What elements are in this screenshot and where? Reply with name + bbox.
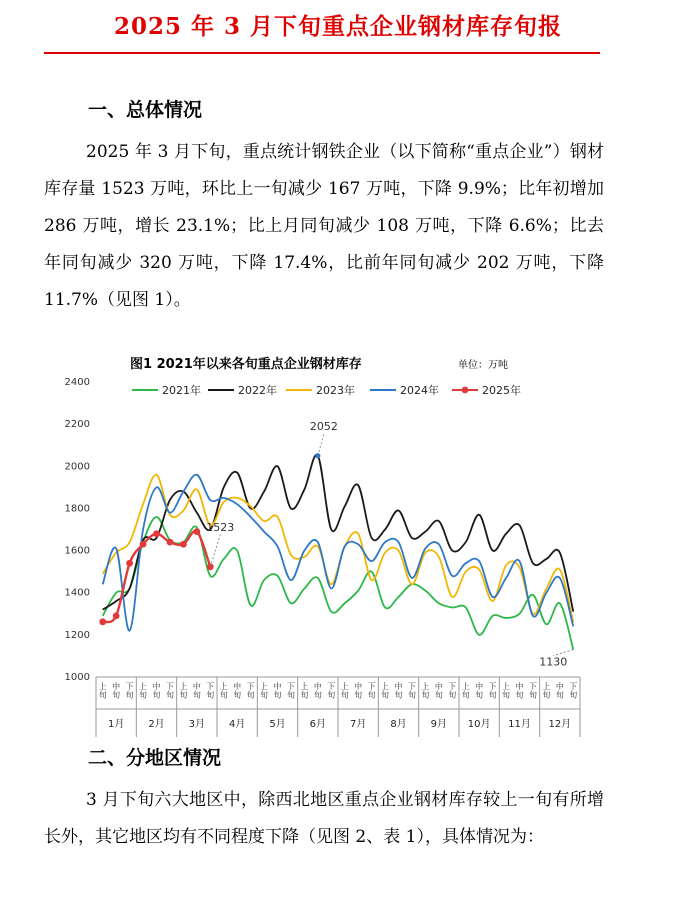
chart-legend <box>132 383 521 397</box>
section1-heading: 一、总体情况 <box>88 99 203 121</box>
series-point-2025年 <box>99 618 106 625</box>
chart-title: 图1 2021年以来各旬重点企业钢材库存 <box>130 357 362 372</box>
annotation-leader <box>210 535 220 567</box>
x-tick-label: 上旬 <box>502 682 511 700</box>
x-tick-label: 中旬 <box>515 682 524 700</box>
series-line-2025年 <box>103 531 211 622</box>
chart-plot-area <box>99 455 573 650</box>
annotation-label: 1130 <box>539 655 568 669</box>
legend-label: 2023年 <box>316 384 355 397</box>
title-rule <box>44 52 600 54</box>
x-tick-label: 上旬 <box>260 682 269 700</box>
month-label: 7月 <box>349 719 367 730</box>
x-tick-label: 上旬 <box>300 682 309 700</box>
series-point-2025年 <box>167 539 174 546</box>
x-tick-label: 上旬 <box>219 682 228 700</box>
legend-label: 2021年 <box>162 384 201 397</box>
x-tick-label: 中旬 <box>354 682 363 700</box>
x-tick-label: 上旬 <box>139 682 148 700</box>
month-label: 5月 <box>269 719 286 730</box>
x-tick-label: 下旬 <box>528 682 537 700</box>
report-title: 2025 年 3 月下旬重点企业钢材库存旬报 <box>113 13 563 40</box>
y-tick-label: 1000 <box>64 672 90 683</box>
x-tick-label: 下旬 <box>488 682 497 700</box>
x-tick-label: 下旬 <box>246 682 255 700</box>
y-tick-label: 2200 <box>64 419 90 431</box>
series-line-2023年 <box>103 475 574 623</box>
x-tick-label: 中旬 <box>273 682 282 700</box>
annotation-label: 2052 <box>309 419 338 433</box>
x-tick-label: 上旬 <box>461 682 470 700</box>
month-label: 10月 <box>467 719 491 730</box>
month-label: 4月 <box>228 719 246 730</box>
x-tick-label: 中旬 <box>233 682 242 700</box>
y-tick-label: 2000 <box>64 461 90 473</box>
month-label: 8月 <box>390 719 407 730</box>
annotation-dot <box>315 453 320 458</box>
x-tick-label: 中旬 <box>394 682 403 700</box>
month-label: 9月 <box>430 719 448 730</box>
chart-unit: 单位：万吨 <box>458 360 508 371</box>
x-tick-label: 上旬 <box>179 682 188 700</box>
month-label: 3月 <box>188 719 206 730</box>
y-tick-label: 1600 <box>64 545 90 557</box>
annotation-label: 1523 <box>206 520 235 534</box>
legend-marker-2025年 <box>462 387 469 394</box>
series-point-2025年 <box>180 541 187 548</box>
legend-label: 2024年 <box>400 384 439 397</box>
section2-heading: 二、分地区情况 <box>88 747 222 769</box>
series-point-2025年 <box>113 612 120 619</box>
legend-label: 2025年 <box>482 384 521 397</box>
series-point-2025年 <box>140 541 147 548</box>
x-tick-label: 中旬 <box>313 682 322 700</box>
series-line-2022年 <box>103 455 574 612</box>
x-tick-label: 下旬 <box>448 682 457 700</box>
y-tick-label: 2400 <box>64 377 90 388</box>
x-tick-label: 上旬 <box>542 682 551 700</box>
x-tick-label: 中旬 <box>475 682 484 700</box>
y-tick-label: 1400 <box>64 587 90 599</box>
x-tick-label: 中旬 <box>192 682 201 700</box>
y-tick-label: 1800 <box>64 503 90 515</box>
month-label: 12月 <box>548 719 572 730</box>
month-label: 1月 <box>107 719 125 730</box>
x-tick-label: 上旬 <box>381 682 390 700</box>
x-tick-label: 上旬 <box>421 682 430 700</box>
x-tick-label: 上旬 <box>340 682 349 700</box>
x-tick-label: 中旬 <box>112 682 121 700</box>
month-label: 6月 <box>309 719 327 730</box>
x-tick-label: 中旬 <box>434 682 443 700</box>
series-point-2025年 <box>193 528 200 535</box>
series-point-2025年 <box>126 560 133 567</box>
x-tick-label: 下旬 <box>367 682 376 700</box>
section1-paragraph <box>44 134 604 319</box>
x-tick-label: 下旬 <box>286 682 295 700</box>
series-line-2024年 <box>103 475 574 631</box>
inventory-line-chart <box>40 348 600 738</box>
x-tick-label: 下旬 <box>569 682 578 700</box>
month-label: 11月 <box>508 719 531 730</box>
x-tick-label: 下旬 <box>407 682 416 700</box>
annotation-leader <box>318 434 324 456</box>
legend-label: 2022年 <box>238 384 277 397</box>
month-label: 2月 <box>148 719 165 730</box>
x-tick-label: 下旬 <box>125 682 134 700</box>
x-tick-label: 下旬 <box>206 682 215 700</box>
section2-paragraph <box>44 782 604 856</box>
x-tick-label: 下旬 <box>327 682 336 700</box>
x-tick-label: 中旬 <box>152 682 161 700</box>
series-point-2025年 <box>153 530 160 537</box>
section2-text: 3 月下旬六大地区中，除西北地区重点企业钢材库存较上一旬有所增长外，其它地区均有不同程度下降（见图 2、表 1），具体情况为： <box>44 790 604 847</box>
section1-text: 2025 年 3 月下旬，重点统计钢铁企业（以下简称“重点企业”）钢材库存量 1523 万吨，环比上一旬减少 167 万吨，下降 9.9%；比年初增加 286 万吨，增长 23.1%；比上月同旬减少 108 万吨，下降 6.6%；比去年同旬减少 320 万吨，下降 17.4%，比前年同旬减少 202 万吨，下降 11.7%（见图 1）。 <box>44 142 604 310</box>
chart-annotations <box>206 420 573 669</box>
x-tick-label: 上旬 <box>98 682 107 700</box>
x-tick-label: 下旬 <box>165 682 174 700</box>
x-tick-label: 中旬 <box>555 682 564 700</box>
y-tick-label: 1200 <box>64 629 90 641</box>
